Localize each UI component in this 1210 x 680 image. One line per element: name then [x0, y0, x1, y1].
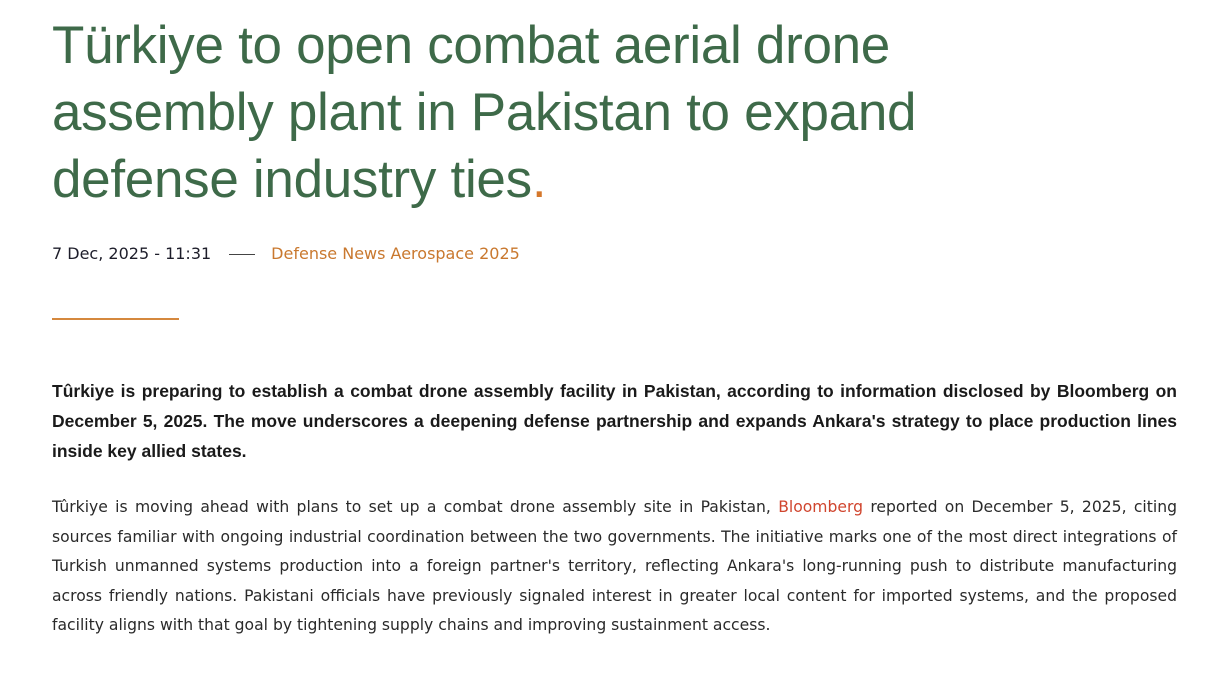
meta-separator [229, 254, 255, 256]
category-link[interactable]: Defense News Aerospace 2025 [271, 244, 520, 263]
publish-date: 7 Dec, 2025 - 11:31 [52, 244, 212, 263]
title-accent-dot: . [531, 150, 547, 209]
divider [52, 318, 179, 320]
article-meta [52, 244, 520, 263]
article-lead: Tûrkiye is preparing to establish a combat drone assembly facility in Pakistan, according to information disclosed by Bloomberg on December 5, 2025. The move underscores a deepening defense partnership and expands Ankara's strategy to place production lines inside key allied states. [52, 381, 1177, 461]
article-title: Türkiye to open combat aerial drone assembly plant in Pakistan to expand defense industry ties. [52, 16, 917, 209]
article-body: Tûrkiye is moving ahead with plans to set up a combat drone assembly site in Pakistan, Bloomberg reported on December 5, 2025, citing sources familiar with ongoing industrial coordination between the two governments. The initiative marks one of the most direct integrations of Turkish unmanned systems production into a foreign partner's territory, reflecting Ankara's long-running push to distribute manufacturing across friendly nations. Pakistani officials have previously signaled interest in greater local content for imported systems, and the proposed facility aligns with that goal by tightening supply chains and improving sustainment access. [52, 498, 1177, 634]
bloomberg-link[interactable]: Bloomberg [778, 498, 864, 516]
